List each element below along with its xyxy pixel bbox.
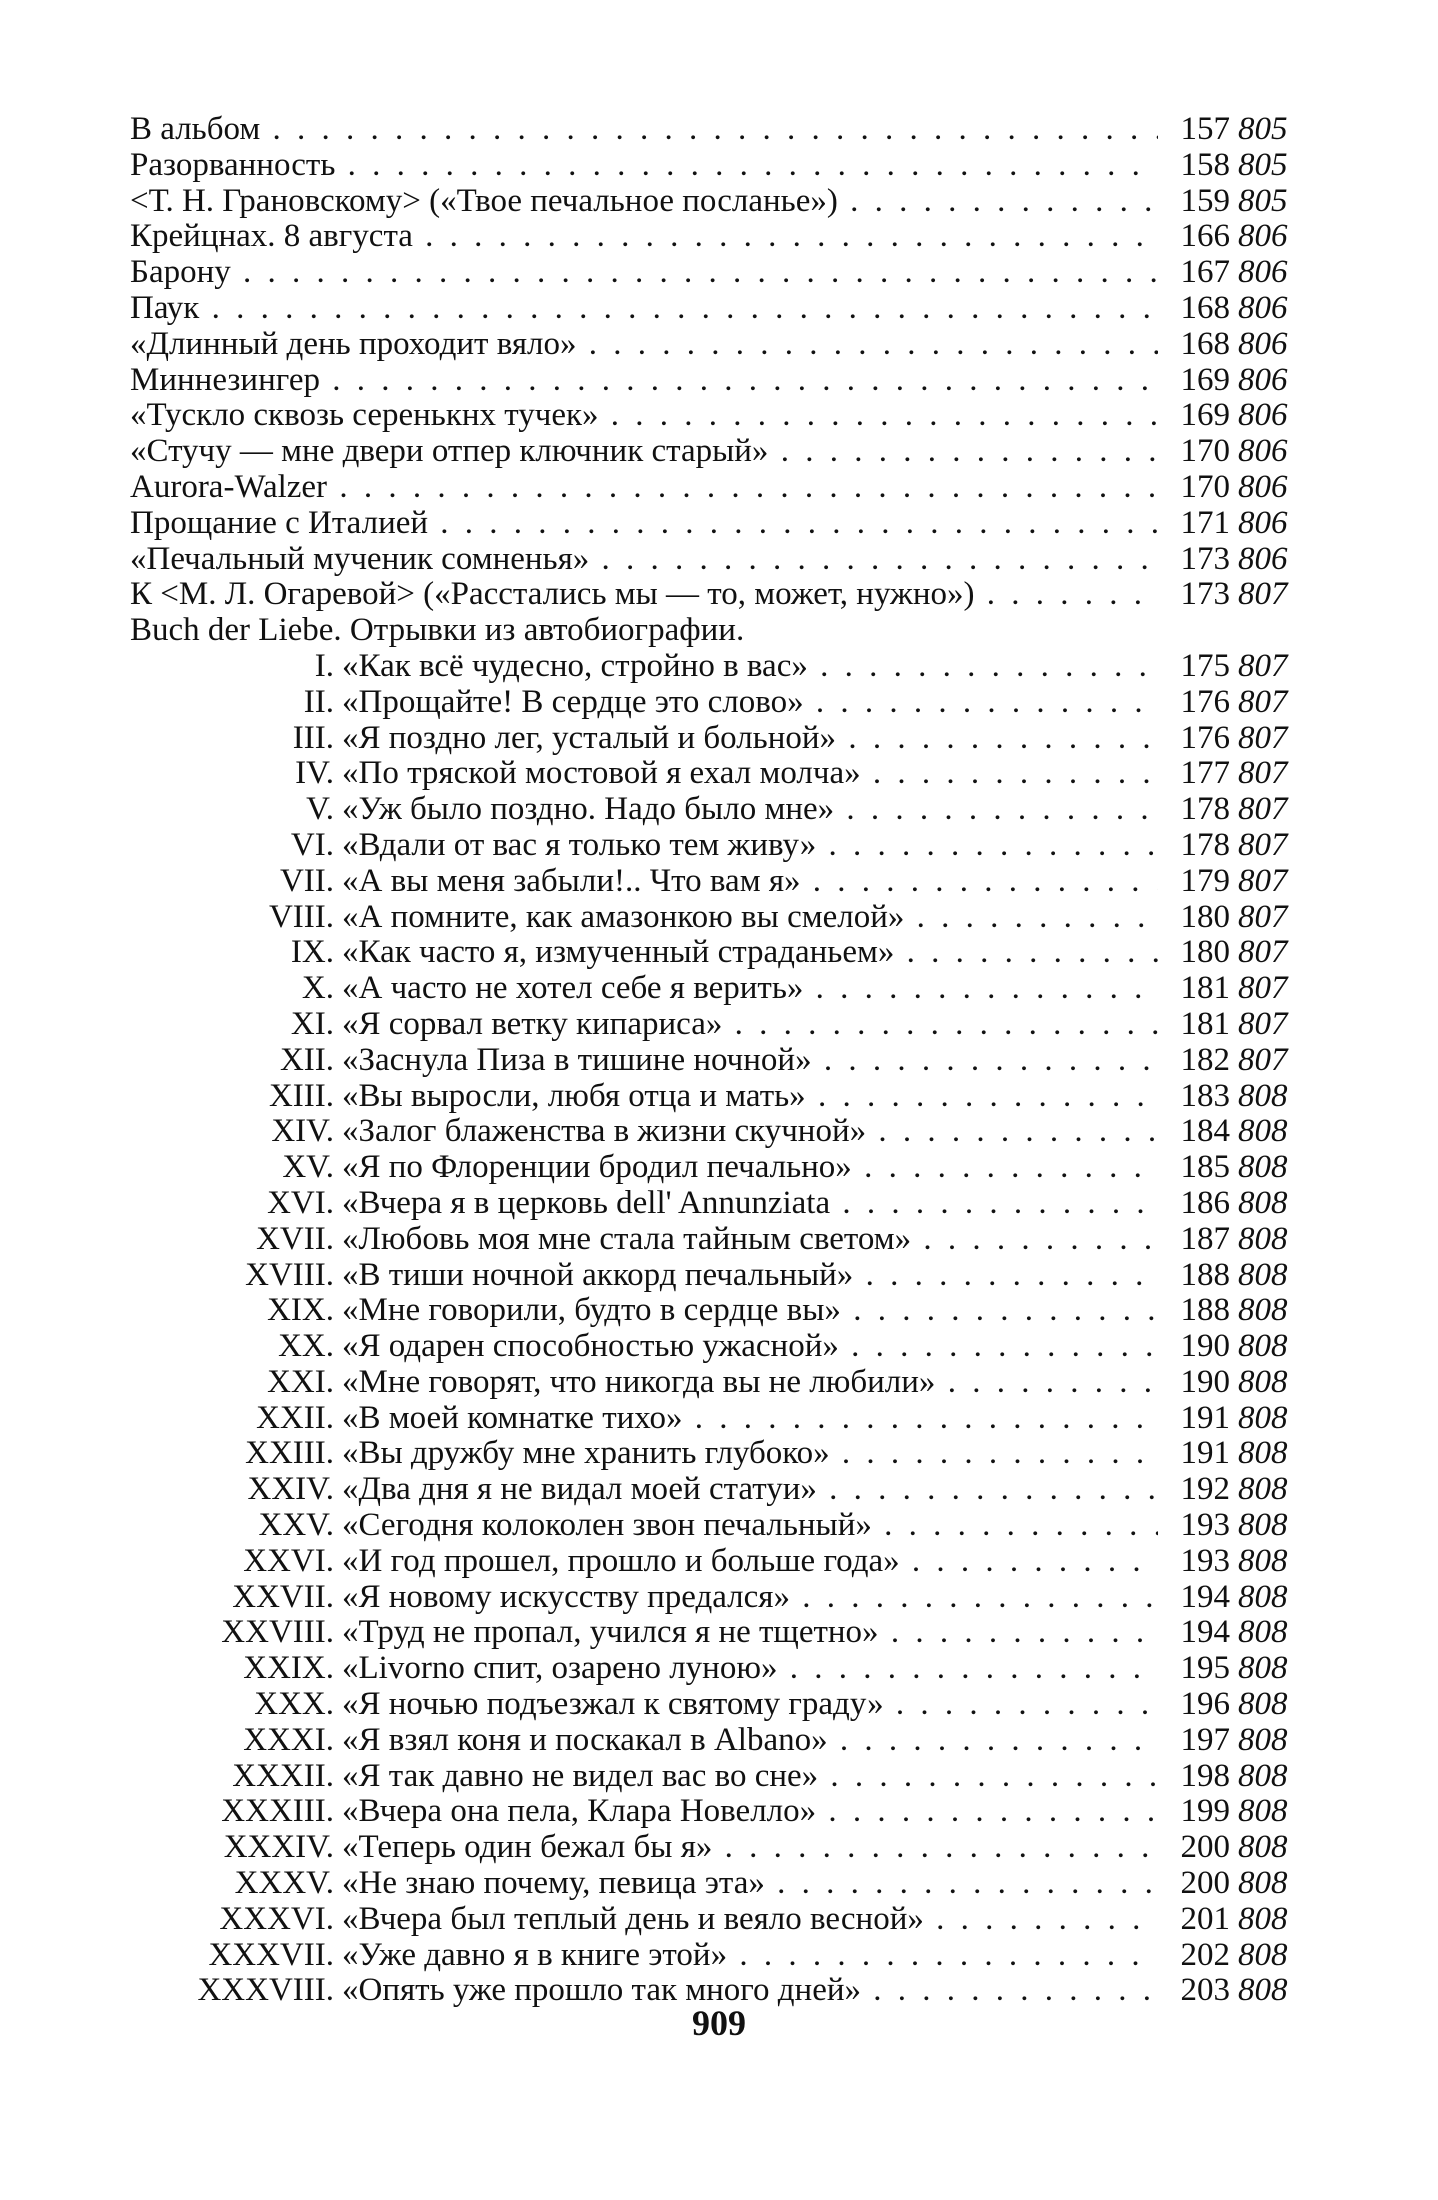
comment-page-ref: 808	[1238, 1507, 1288, 1544]
toc-sub-entry	[130, 1723, 1310, 1759]
entry-title: «И год прошел, прошло и больше года» . . .	[342, 1544, 1158, 1580]
page-ref: 157	[1180, 111, 1230, 147]
toc-sub-entry	[130, 1580, 1310, 1616]
toc-sub-entry	[130, 1329, 1310, 1365]
entry-title: «Я одарен способностью ужасной» . . .	[342, 1329, 1158, 1365]
roman-numeral: XVIII.	[245, 1256, 334, 1293]
comment-page-ref: 807	[1238, 791, 1288, 828]
toc-entry	[130, 363, 1310, 399]
entry-title: «А помните, как амазонкою вы смелой» . . .	[342, 900, 1158, 936]
roman-numeral: XV.	[282, 1149, 334, 1186]
page-ref: 188	[1180, 1256, 1230, 1293]
entry-title: «Вы выросли, любя отца и мать» . . .	[342, 1079, 1158, 1115]
roman-numeral: VI.	[290, 826, 334, 863]
page-ref: 158	[1180, 146, 1230, 183]
page-ref: 199	[1180, 1793, 1230, 1830]
table-of-contents	[130, 112, 1310, 2009]
toc-sub-entry	[130, 756, 1310, 792]
page-ref: 194	[1180, 1578, 1230, 1615]
comment-page-ref: 808	[1238, 1435, 1288, 1472]
entry-title: «Длинный день проходит вяло» . . .	[130, 327, 1158, 363]
comment-page-ref: 806	[1238, 504, 1288, 541]
toc-entry	[130, 112, 1310, 148]
comment-page-ref: 808	[1238, 1578, 1288, 1615]
entry-title: «Прощайте! В сердце это слово» . . .	[342, 685, 1158, 721]
page-ref: 191	[1180, 1435, 1230, 1472]
entry-title: Паук . . .	[130, 291, 1158, 327]
comment-page-ref: 808	[1238, 1829, 1288, 1866]
entry-title: «Не знаю почему, певица эта» . . .	[342, 1866, 1158, 1902]
roman-numeral: XXI.	[267, 1363, 334, 1400]
page-ref: 192	[1180, 1471, 1230, 1508]
toc-sub-entry	[130, 1293, 1310, 1329]
toc-sub-entry	[130, 1938, 1310, 1974]
comment-page-ref: 806	[1238, 289, 1288, 326]
roman-numeral: XXXIV.	[223, 1829, 334, 1866]
roman-numeral: XXII.	[256, 1399, 334, 1436]
page-ref: 175	[1180, 647, 1230, 684]
entry-title: «Я так давно не видел вас во сне» . . .	[342, 1759, 1158, 1795]
page-ref: 181	[1180, 1005, 1230, 1042]
page-ref: 201	[1180, 1900, 1230, 1937]
roman-numeral: XXXVII.	[208, 1936, 334, 1973]
roman-numeral: VIII.	[268, 898, 334, 935]
comment-page-ref: 808	[1238, 1149, 1288, 1186]
page-ref: 179	[1180, 862, 1230, 899]
page-ref: 170	[1180, 468, 1230, 505]
comment-page-ref: 808	[1238, 1614, 1288, 1651]
entry-title: «Мне говорят, что никогда вы не любили» . . .	[342, 1365, 1158, 1401]
page-ref: 173	[1180, 576, 1230, 613]
toc-sub-entry	[130, 1544, 1310, 1580]
page-ref: 198	[1180, 1757, 1230, 1794]
page-ref: 196	[1180, 1686, 1230, 1723]
roman-numeral: XII.	[279, 1041, 334, 1078]
toc-sub-entry	[130, 1222, 1310, 1258]
entry-title: «Вы дружбу мне хранить глубоко» . . .	[342, 1436, 1158, 1472]
comment-page-ref: 808	[1238, 1471, 1288, 1508]
roman-numeral: XIX.	[267, 1292, 334, 1329]
toc-sub-entry	[130, 1615, 1310, 1651]
comment-page-ref: 807	[1238, 719, 1288, 756]
comment-page-ref: 808	[1238, 1292, 1288, 1329]
page-ref: 194	[1180, 1614, 1230, 1651]
toc-sub-entry	[130, 900, 1310, 936]
comment-page-ref: 807	[1238, 647, 1288, 684]
page-ref: 168	[1180, 325, 1230, 362]
entry-title: «Уж было поздно. Надо было мне» . . .	[342, 792, 1158, 828]
comment-page-ref: 805	[1238, 146, 1288, 183]
entry-title: «Опять уже прошло так много дней» . . .	[342, 1973, 1158, 2009]
toc-sub-entry	[130, 1436, 1310, 1472]
entry-title: Барону . . .	[130, 255, 1158, 291]
comment-page-ref: 807	[1238, 1005, 1288, 1042]
toc-entry	[130, 291, 1310, 327]
toc-entry	[130, 148, 1310, 184]
entry-title: Миннезингер . . .	[130, 363, 1158, 399]
page-ref: 187	[1180, 1220, 1230, 1257]
page-ref: 191	[1180, 1399, 1230, 1436]
entry-title: «Мне говорили, будто в сердце вы» . . .	[342, 1293, 1158, 1329]
toc-sub-entry	[130, 1043, 1310, 1079]
comment-page-ref: 806	[1238, 468, 1288, 505]
comment-page-ref: 808	[1238, 1399, 1288, 1436]
roman-numeral: XXXIII.	[221, 1793, 334, 1830]
comment-page-ref: 808	[1238, 1793, 1288, 1830]
entry-title: «Я сорвал ветку кипариса» . . .	[342, 1007, 1158, 1043]
roman-numeral: XXIV.	[247, 1471, 334, 1508]
entry-title: «Стучу — мне двери отпер ключник старый» . . .	[130, 434, 1158, 470]
comment-page-ref: 808	[1238, 1650, 1288, 1687]
toc-sub-entry	[130, 1902, 1310, 1938]
entry-title: «Тускло сквозь серенькнх тучек» . . .	[130, 398, 1158, 434]
roman-numeral: XI.	[290, 1005, 334, 1042]
comment-page-ref: 806	[1238, 254, 1288, 291]
entry-title: «Уже давно я в книге этой» . . .	[342, 1938, 1158, 1974]
roman-numeral: VII.	[279, 862, 334, 899]
toc-sub-entry	[130, 685, 1310, 721]
entry-title: В альбом . . .	[130, 112, 1158, 148]
comment-page-ref: 808	[1238, 1757, 1288, 1794]
toc-sub-entry	[130, 935, 1310, 971]
comment-page-ref: 808	[1238, 1184, 1288, 1221]
page-ref: 200	[1180, 1829, 1230, 1866]
page-ref: 182	[1180, 1041, 1230, 1078]
page-ref: 169	[1180, 397, 1230, 434]
roman-numeral: XXXVI.	[219, 1900, 334, 1937]
roman-numeral: XXVIII.	[221, 1614, 334, 1651]
page-ref: 200	[1180, 1865, 1230, 1902]
roman-numeral: II.	[303, 683, 334, 720]
roman-numeral: XXXII.	[232, 1757, 334, 1794]
toc-sub-entry	[130, 1651, 1310, 1687]
comment-page-ref: 808	[1238, 1686, 1288, 1723]
toc-entry	[130, 398, 1310, 434]
page-ref: 197	[1180, 1721, 1230, 1758]
entry-title: «Вдали от вас я только тем живу» . . .	[342, 828, 1158, 864]
page-ref: 177	[1180, 755, 1230, 792]
comment-page-ref: 808	[1238, 1328, 1288, 1365]
comment-page-ref: 807	[1238, 683, 1288, 720]
toc-entry	[130, 255, 1310, 291]
comment-page-ref: 807	[1238, 970, 1288, 1007]
page-ref: 178	[1180, 791, 1230, 828]
entry-title: «А вы меня забыли!.. Что вам я» . . .	[342, 864, 1158, 900]
comment-page-ref: 808	[1238, 1936, 1288, 1973]
page-ref: 193	[1180, 1507, 1230, 1544]
entry-title: Крейцнах. 8 августа . . .	[130, 219, 1158, 255]
comment-page-ref: 807	[1238, 862, 1288, 899]
roman-numeral: IV.	[295, 755, 334, 792]
comment-page-ref: 807	[1238, 755, 1288, 792]
toc-entry	[130, 327, 1310, 363]
entry-title: «Любовь моя мне стала тайным светом» . . .	[342, 1222, 1158, 1258]
toc-sub-entry	[130, 1079, 1310, 1115]
toc-sub-entry	[130, 1508, 1310, 1544]
page-ref: 185	[1180, 1149, 1230, 1186]
page-ref: 176	[1180, 719, 1230, 756]
comment-page-ref: 808	[1238, 1363, 1288, 1400]
entry-title: «Заснула Пиза в тишине ночной» . . .	[342, 1043, 1158, 1079]
comment-page-ref: 808	[1238, 1972, 1288, 2009]
entry-title: Разорванность . . .	[130, 148, 1158, 184]
toc-sub-entry	[130, 828, 1310, 864]
entry-title: «Как всё чудесно, стройно в вас» . . .	[342, 649, 1158, 685]
toc-sub-entry	[130, 1794, 1310, 1830]
roman-numeral: XXIII.	[245, 1435, 334, 1472]
page-ref: 183	[1180, 1077, 1230, 1114]
entry-title: «По тряской мостовой я ехал молча» . . .	[342, 756, 1158, 792]
roman-numeral: XXVI.	[243, 1542, 334, 1579]
page-ref: 190	[1180, 1363, 1230, 1400]
entry-title: «Я взял коня и поскакал в Albano» . . .	[342, 1723, 1158, 1759]
page-ref: 188	[1180, 1292, 1230, 1329]
page-number: 909	[692, 2003, 746, 2043]
page-ref: 202	[1180, 1936, 1230, 1973]
roman-numeral: XXXI.	[243, 1721, 334, 1758]
entry-title: Прощание с Италией . . .	[130, 506, 1158, 542]
comment-page-ref: 808	[1238, 1721, 1288, 1758]
comment-page-ref: 807	[1238, 826, 1288, 863]
entry-title: «Я ночью подъезжал к святому граду» . . .	[342, 1687, 1158, 1723]
entry-title: «Два дня я не видал моей статуи» . . .	[342, 1472, 1158, 1508]
page-ref: 171	[1180, 504, 1230, 541]
comment-page-ref: 808	[1238, 1256, 1288, 1293]
page-ref: 168	[1180, 289, 1230, 326]
toc-sub-entry	[130, 1830, 1310, 1866]
comment-page-ref: 807	[1238, 576, 1288, 613]
roman-numeral: XXV.	[258, 1507, 334, 1544]
roman-numeral: XXX.	[254, 1686, 334, 1723]
roman-numeral: XXXVIII.	[197, 1972, 334, 2009]
entry-title: «Вчера я в церковь dell' Annunziata . . .	[342, 1186, 1158, 1222]
toc-sub-entry	[130, 864, 1310, 900]
comment-page-ref: 808	[1238, 1077, 1288, 1114]
toc-sub-entry	[130, 792, 1310, 828]
page-ref: 181	[1180, 970, 1230, 1007]
entry-title: «Теперь один бежал бы я» . . .	[342, 1830, 1158, 1866]
page-ref: 159	[1180, 182, 1230, 219]
toc-sub-entry	[130, 721, 1310, 757]
entry-title: Aurora-Walzer . . .	[130, 470, 1158, 506]
toc-sub-entry	[130, 1150, 1310, 1186]
roman-numeral: XXXV.	[234, 1865, 334, 1902]
page-ref: 186	[1180, 1184, 1230, 1221]
entry-title: «Сегодня колоколен звон печальный» . . .	[342, 1508, 1158, 1544]
entry-title: «А часто не хотел себе я верить» . . .	[342, 971, 1158, 1007]
roman-numeral: XIV.	[271, 1113, 334, 1150]
entry-title: «Я поздно лег, усталый и больной» . . .	[342, 721, 1158, 757]
page-ref: 203	[1180, 1972, 1230, 2009]
toc-entry	[130, 219, 1310, 255]
roman-numeral: XXIX.	[243, 1650, 334, 1687]
comment-page-ref: 806	[1238, 361, 1288, 398]
roman-numeral: V.	[306, 791, 334, 828]
comment-page-ref: 808	[1238, 1865, 1288, 1902]
comment-page-ref: 808	[1238, 1113, 1288, 1150]
page-ref: 170	[1180, 433, 1230, 470]
page-ref: 169	[1180, 361, 1230, 398]
page-ref: 195	[1180, 1650, 1230, 1687]
entry-title: «В моей комнатке тихо» . . .	[342, 1401, 1158, 1437]
toc-sub-entry	[130, 1365, 1310, 1401]
comment-page-ref: 806	[1238, 433, 1288, 470]
comment-page-ref: 807	[1238, 898, 1288, 935]
toc-sub-entry	[130, 1258, 1310, 1294]
section-heading	[130, 613, 1310, 649]
entry-title: «Залог блаженства в жизни скучной» . . .	[342, 1114, 1158, 1150]
page-ref: 180	[1180, 934, 1230, 971]
page-ref: 166	[1180, 218, 1230, 255]
page-ref: 178	[1180, 826, 1230, 863]
comment-page-ref: 806	[1238, 540, 1288, 577]
page-ref: 176	[1180, 683, 1230, 720]
toc-sub-entry	[130, 1401, 1310, 1437]
comment-page-ref: 808	[1238, 1220, 1288, 1257]
roman-numeral: XVI.	[267, 1184, 334, 1221]
entry-title: «Печальный мученик сомненья» . . .	[130, 542, 1158, 578]
roman-numeral: XXVII.	[232, 1578, 334, 1615]
comment-page-ref: 808	[1238, 1542, 1288, 1579]
page-ref: 167	[1180, 254, 1230, 291]
roman-numeral: X.	[301, 970, 334, 1007]
toc-sub-entry	[130, 1007, 1310, 1043]
toc-sub-entry	[130, 1687, 1310, 1723]
comment-page-ref: 805	[1238, 111, 1288, 147]
toc-sub-entry	[130, 1114, 1310, 1150]
entry-title: «Труд не пропал, учился я не тщетно» . . .	[342, 1615, 1158, 1651]
roman-numeral: XVII.	[256, 1220, 334, 1257]
toc-sub-entry	[130, 1186, 1310, 1222]
page-ref: 193	[1180, 1542, 1230, 1579]
comment-page-ref: 806	[1238, 218, 1288, 255]
comment-page-ref: 807	[1238, 1041, 1288, 1078]
page-ref: 190	[1180, 1328, 1230, 1365]
roman-numeral: III.	[292, 719, 334, 756]
entry-title: «Вчера был теплый день и веяло весной» . . .	[342, 1902, 1158, 1938]
entry-title: <Т. Н. Грановскому> («Твое печальное посланье») . . .	[130, 184, 1158, 220]
entry-title: «Livorno спит, озарено луною» . . .	[342, 1651, 1158, 1687]
comment-page-ref: 806	[1238, 325, 1288, 362]
toc-entry	[130, 434, 1310, 470]
comment-page-ref: 807	[1238, 934, 1288, 971]
roman-numeral: I.	[314, 647, 334, 684]
toc-entry	[130, 184, 1310, 220]
toc-sub-entry	[130, 1759, 1310, 1795]
roman-numeral: XX.	[278, 1328, 334, 1365]
toc-entry	[130, 577, 1310, 613]
toc-sub-entry	[130, 1472, 1310, 1508]
comment-page-ref: 808	[1238, 1900, 1288, 1937]
toc-entry	[130, 506, 1310, 542]
entry-title: «Как часто я, измученный страданьем» . . .	[342, 935, 1158, 971]
roman-numeral: XIII.	[268, 1077, 334, 1114]
entry-title: «Я новому искусству предался» . . .	[342, 1580, 1158, 1616]
comment-page-ref: 806	[1238, 397, 1288, 434]
toc-sub-entry	[130, 971, 1310, 1007]
entry-title: К <М. Л. Огаревой> («Расстались мы — то, может, нужно») . . .	[130, 577, 1158, 613]
toc-entry	[130, 542, 1310, 578]
page-ref: 184	[1180, 1113, 1230, 1150]
entry-title: «В тиши ночной аккорд печальный» . . .	[342, 1258, 1158, 1294]
entry-title: «Я по Флоренции бродил печально» . . .	[342, 1150, 1158, 1186]
toc-sub-entry	[130, 1866, 1310, 1902]
section-title: Buch der Liebe. Отрывки из автобиографии.	[130, 613, 745, 649]
toc-sub-entry	[130, 649, 1310, 685]
comment-page-ref: 805	[1238, 182, 1288, 219]
toc-entry	[130, 470, 1310, 506]
entry-title: «Вчера она пела, Клара Новелло» . . .	[342, 1794, 1158, 1830]
page-ref: 180	[1180, 898, 1230, 935]
page-ref: 173	[1180, 540, 1230, 577]
roman-numeral: IX.	[290, 934, 334, 971]
